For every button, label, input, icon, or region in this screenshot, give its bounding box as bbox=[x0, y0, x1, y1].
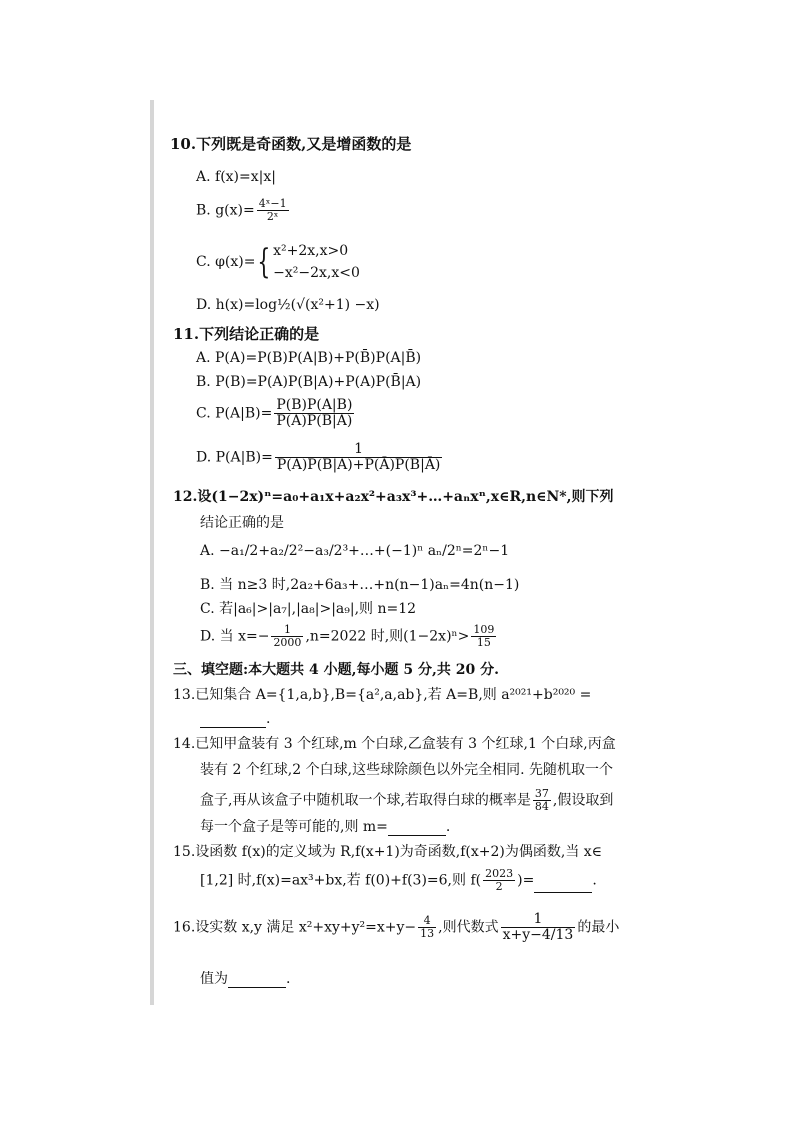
q10-stem: 10.下列既是奇函数,又是增函数的是 bbox=[170, 135, 412, 153]
q16-den2: x+y−4/13 bbox=[502, 927, 574, 943]
q10-b-fraction bbox=[257, 198, 289, 223]
q16-fraction2 bbox=[501, 912, 576, 943]
q16-end: . bbox=[286, 971, 291, 987]
q11-c-den: P(A)P(B|A) bbox=[276, 413, 353, 429]
q10-b-prefix: B. g(x)= bbox=[196, 202, 255, 219]
q16-line1 bbox=[173, 912, 619, 943]
section-3-heading: 三、填空题:本大题共 4 小题,每小题 5 分,共 20 分. bbox=[173, 662, 499, 678]
q14-den: 84 bbox=[534, 800, 549, 813]
q10-c-prefix: C. φ(x)= bbox=[196, 254, 256, 270]
q13-line2 bbox=[200, 710, 270, 728]
q11-d-fraction bbox=[275, 442, 443, 473]
q10-option-c bbox=[196, 240, 360, 284]
q15-answer-blank[interactable] bbox=[534, 878, 592, 893]
q15-line2-b: )= bbox=[517, 872, 535, 889]
q12-option-c: C. 若|a₆|>|a₇|,|a₈|>|a₉|,则 n=12 bbox=[200, 601, 417, 617]
q12-d-prefix: D. 当 x=− bbox=[200, 628, 270, 645]
q10-c-case2: −x²−2x,x<0 bbox=[273, 265, 360, 281]
q16-den1: 13 bbox=[420, 927, 435, 940]
q11-option-c bbox=[196, 398, 356, 429]
q14-line3-a: 盒子,再从该盒子中随机取一个球,若取得白球的概率是 bbox=[200, 792, 531, 809]
q14-line3 bbox=[200, 788, 613, 813]
q15-end: . bbox=[592, 872, 597, 889]
q10-option-b bbox=[196, 198, 291, 223]
q13-line1: 13.已知集合 A={1,a,b},B={a²,a,ab},若 A=B,则 a²⁰²¹+b²⁰²⁰ = bbox=[173, 687, 592, 703]
q12-stem-line2: 结论正确的是 bbox=[200, 515, 284, 531]
q16-line1-b: ,则代数式 bbox=[438, 919, 499, 936]
q10-c-case1: x²+2x,x>0 bbox=[273, 243, 349, 259]
q10-b-den: 2ˣ bbox=[266, 210, 279, 223]
q12-d-num2: 109 bbox=[473, 623, 495, 636]
q11-stem: 11.下列结论正确的是 bbox=[173, 325, 320, 343]
page-left-edge bbox=[150, 100, 154, 1005]
q13-end: . bbox=[266, 711, 271, 727]
q12-d-den1: 2000 bbox=[273, 636, 302, 649]
q11-c-num: P(B)P(A|B) bbox=[276, 397, 353, 413]
q14-line3-b: ,假设取到 bbox=[552, 792, 614, 809]
q11-option-b: B. P(B)=P(A)P(B|A)+P(A)P(B̄|A) bbox=[196, 374, 422, 390]
q12-option-d bbox=[200, 624, 498, 649]
q14-line2: 装有 2 个红球,2 个白球,这些球除颜色以外完全相同. 先随机取一个 bbox=[200, 762, 613, 778]
q12-d-den2: 15 bbox=[476, 636, 491, 649]
q15-fraction bbox=[483, 868, 515, 893]
q16-line2-a: 值为 bbox=[200, 971, 228, 987]
q11-c-prefix: C. P(A|B)= bbox=[196, 405, 273, 422]
q11-d-prefix: D. P(A|B)= bbox=[196, 449, 273, 466]
q12-d-fraction1 bbox=[271, 624, 303, 649]
q11-d-den: P(A)P(B|A)+P(Ā)P(B|Ā) bbox=[276, 457, 441, 473]
q13-answer-blank[interactable] bbox=[200, 713, 266, 728]
q12-d-mid: ,n=2022 时,则(1−2x)ⁿ> bbox=[305, 628, 470, 645]
brace-icon: { bbox=[257, 242, 271, 282]
q16-line2 bbox=[200, 970, 290, 988]
q12-d-fraction2 bbox=[471, 624, 496, 649]
q15-line2 bbox=[200, 868, 597, 893]
q12-option-b: B. 当 n≥3 时,2a₂+6a₃+…+n(n−1)aₙ=4n(n−1) bbox=[200, 577, 520, 593]
q16-num1: 4 bbox=[418, 915, 436, 928]
q15-line1: 15.设函数 f(x)的定义域为 R,f(x+1)为奇函数,f(x+2)为偶函数,当 x∈ bbox=[173, 844, 603, 860]
q14-answer-blank[interactable] bbox=[388, 821, 446, 836]
q10-option-a: A. f(x)=x|x| bbox=[196, 169, 276, 185]
q16-num2: 1 bbox=[501, 912, 576, 928]
q16-answer-blank[interactable] bbox=[228, 973, 286, 988]
q16-fraction1 bbox=[418, 915, 436, 940]
q12-d-num1: 1 bbox=[271, 624, 303, 637]
q11-option-a: A. P(A)=P(B)P(A|B)+P(B̄)P(A|B̄) bbox=[196, 350, 422, 366]
q12-stem-line1: 12.设(1−2x)ⁿ=a₀+a₁x+a₂x²+a₃x³+…+aₙxⁿ,x∈R,n∈N*,则下列 bbox=[173, 489, 614, 505]
q15-num: 2023 bbox=[485, 867, 514, 880]
q16-line1-a: 16.设实数 x,y 满足 x²+xy+y²=x+y− bbox=[173, 919, 417, 936]
q10-c-cases bbox=[273, 240, 360, 284]
q15-den: 2 bbox=[495, 880, 503, 893]
q10-option-d: D. h(x)=log½(√(x²+1) −x) bbox=[196, 297, 380, 313]
q11-c-fraction bbox=[274, 398, 354, 429]
q14-num: 37 bbox=[534, 787, 549, 800]
q16-line1-c: 的最小 bbox=[577, 919, 620, 936]
q14-line4 bbox=[200, 818, 450, 836]
q15-line2-a: [1,2] 时,f(x)=ax³+bx,若 f(0)+f(3)=6,则 f( bbox=[200, 872, 482, 889]
q11-d-num: 1 bbox=[275, 442, 443, 458]
q14-end: . bbox=[445, 819, 451, 835]
q14-line1: 14.已知甲盒装有 3 个红球,m 个白球,乙盒装有 3 个红球,1 个白球,丙盒 bbox=[173, 736, 616, 752]
q10-b-num: 4ˣ−1 bbox=[258, 197, 287, 210]
q14-fraction bbox=[533, 788, 551, 813]
q14-line4-a: 每一个盒子是等可能的,则 m= bbox=[200, 819, 388, 835]
q11-option-d bbox=[196, 442, 444, 473]
q12-option-a: A. −a₁/2+a₂/2²−a₃/2³+…+(−1)ⁿ aₙ/2ⁿ=2ⁿ−1 bbox=[200, 543, 510, 559]
